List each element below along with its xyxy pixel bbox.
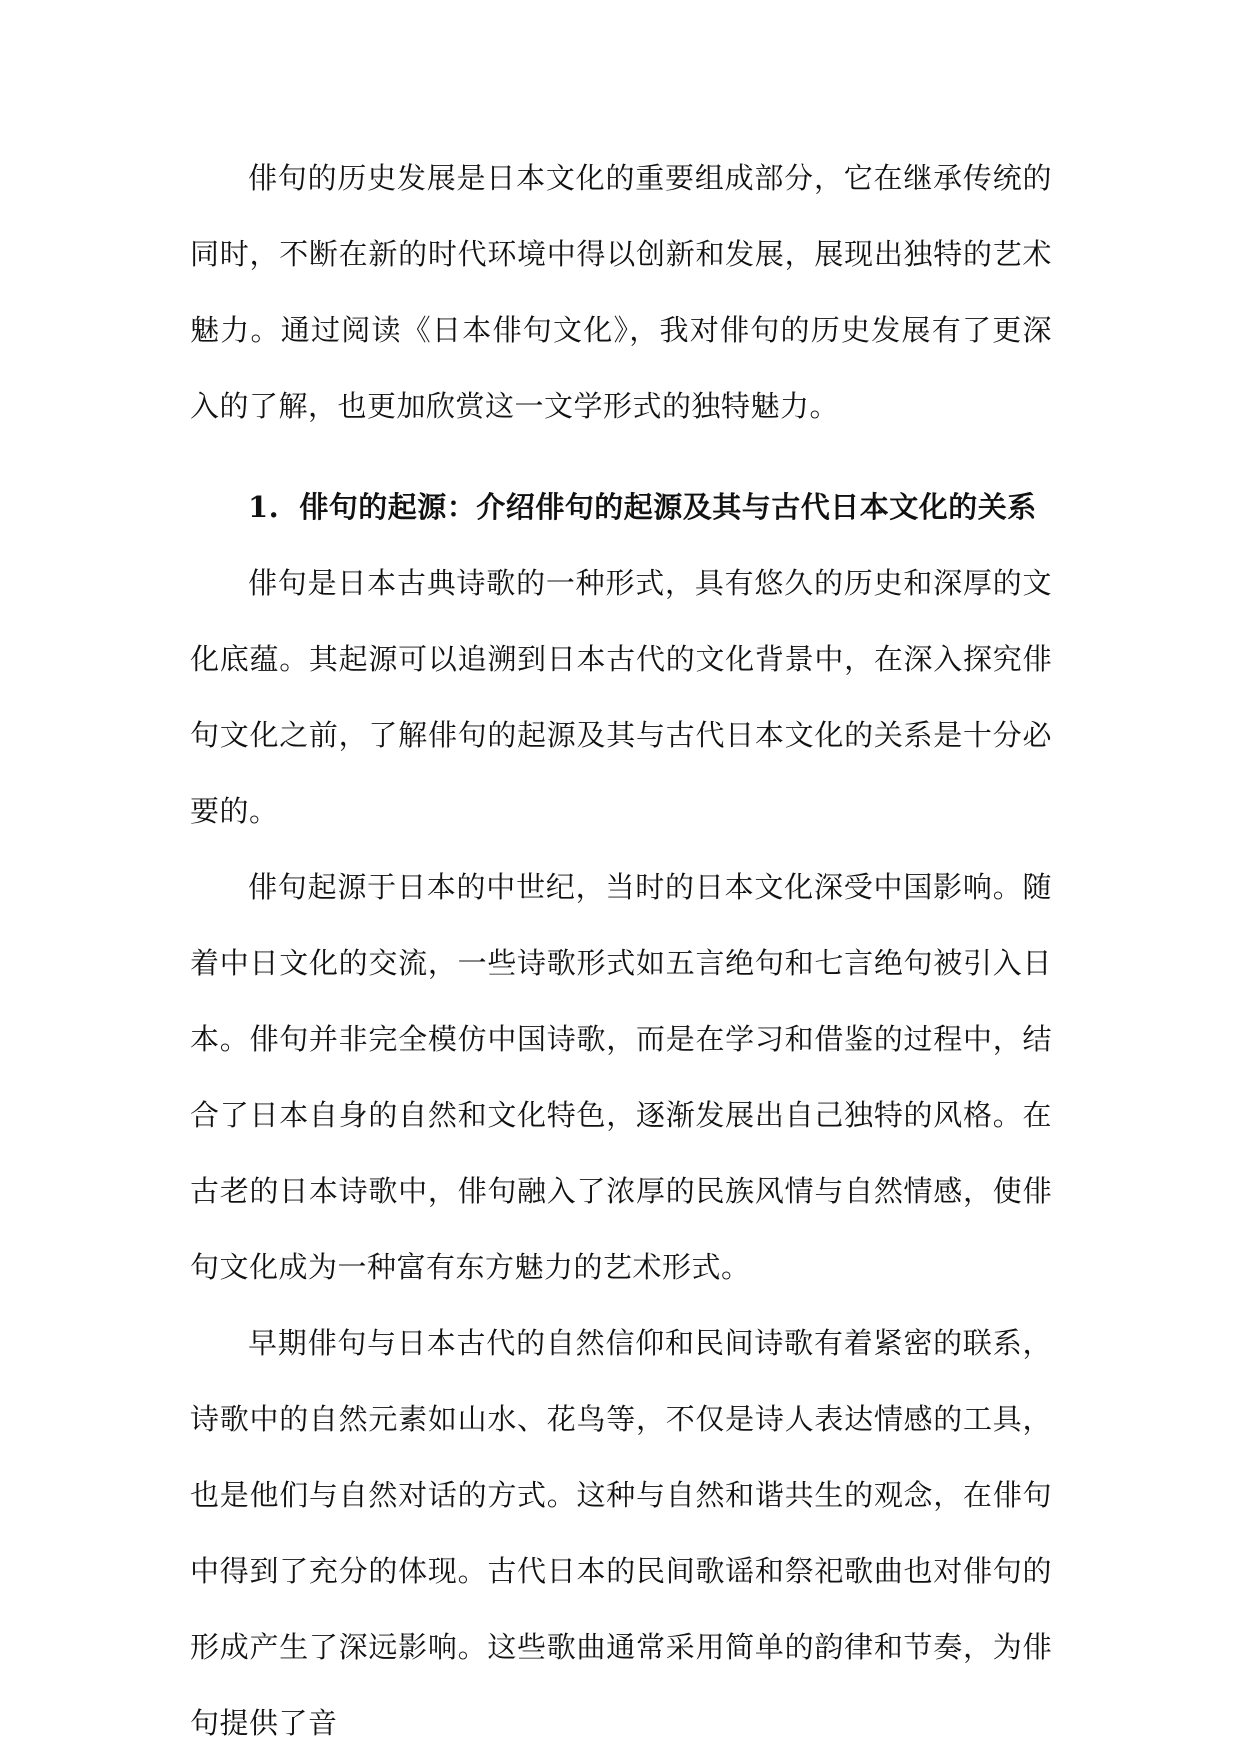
- section-heading: [190, 469, 1052, 545]
- section-number: 1.: [248, 490, 280, 524]
- paragraph-origin-nature: 早期俳句与日本古代的自然信仰和民间诗歌有着紧密的联系，诗歌中的自然元素如山水、花鸟等，不仅是诗人表达情感的工具，也是他们与自然对话的方式。这种与自然和谐共生的观念，在俳句中得到了充分的体现。古代日本的民间歌谣和祭祀歌曲也对俳句的形成产生了深远影响。这些歌曲通常采用简单的韵律和节奏，为俳句提供了音: [190, 1326, 1052, 1740]
- paragraph-origin-overview: 俳句是日本古典诗歌的一种形式，具有悠久的历史和深厚的文化底蕴。其起源可以追溯到日本古代的文化背景中，在深入探究俳句文化之前，了解俳句的起源及其与古代日本文化的关系是十分必要的。: [190, 566, 1052, 828]
- paragraph-intro: 俳句的历史发展是日本文化的重要组成部分，它在继承传统的同时，不断在新的时代环境中得以创新和发展，展现出独特的艺术魅力。通过阅读《日本俳句文化》，我对俳句的历史发展有了更深入的了解，也更加欣赏这一文学形式的独特魅力。: [190, 161, 1052, 423]
- paragraph-origin-medieval: 俳句起源于日本的中世纪，当时的日本文化深受中国影响。随着中日文化的交流，一些诗歌形式如五言绝句和七言绝句被引入日本。俳句并非完全模仿中国诗歌，而是在学习和借鉴的过程中，结合了日本自身的自然和文化特色，逐渐发展出自己独特的风格。在古老的日本诗歌中，俳句融入了浓厚的民族风情与自然情感，使俳句文化成为一种富有东方魅力的艺术形式。: [190, 870, 1052, 1284]
- document-body: [190, 140, 1052, 1761]
- section-title: 俳句的起源：介绍俳句的起源及其与古代日本文化的关系: [299, 490, 1037, 524]
